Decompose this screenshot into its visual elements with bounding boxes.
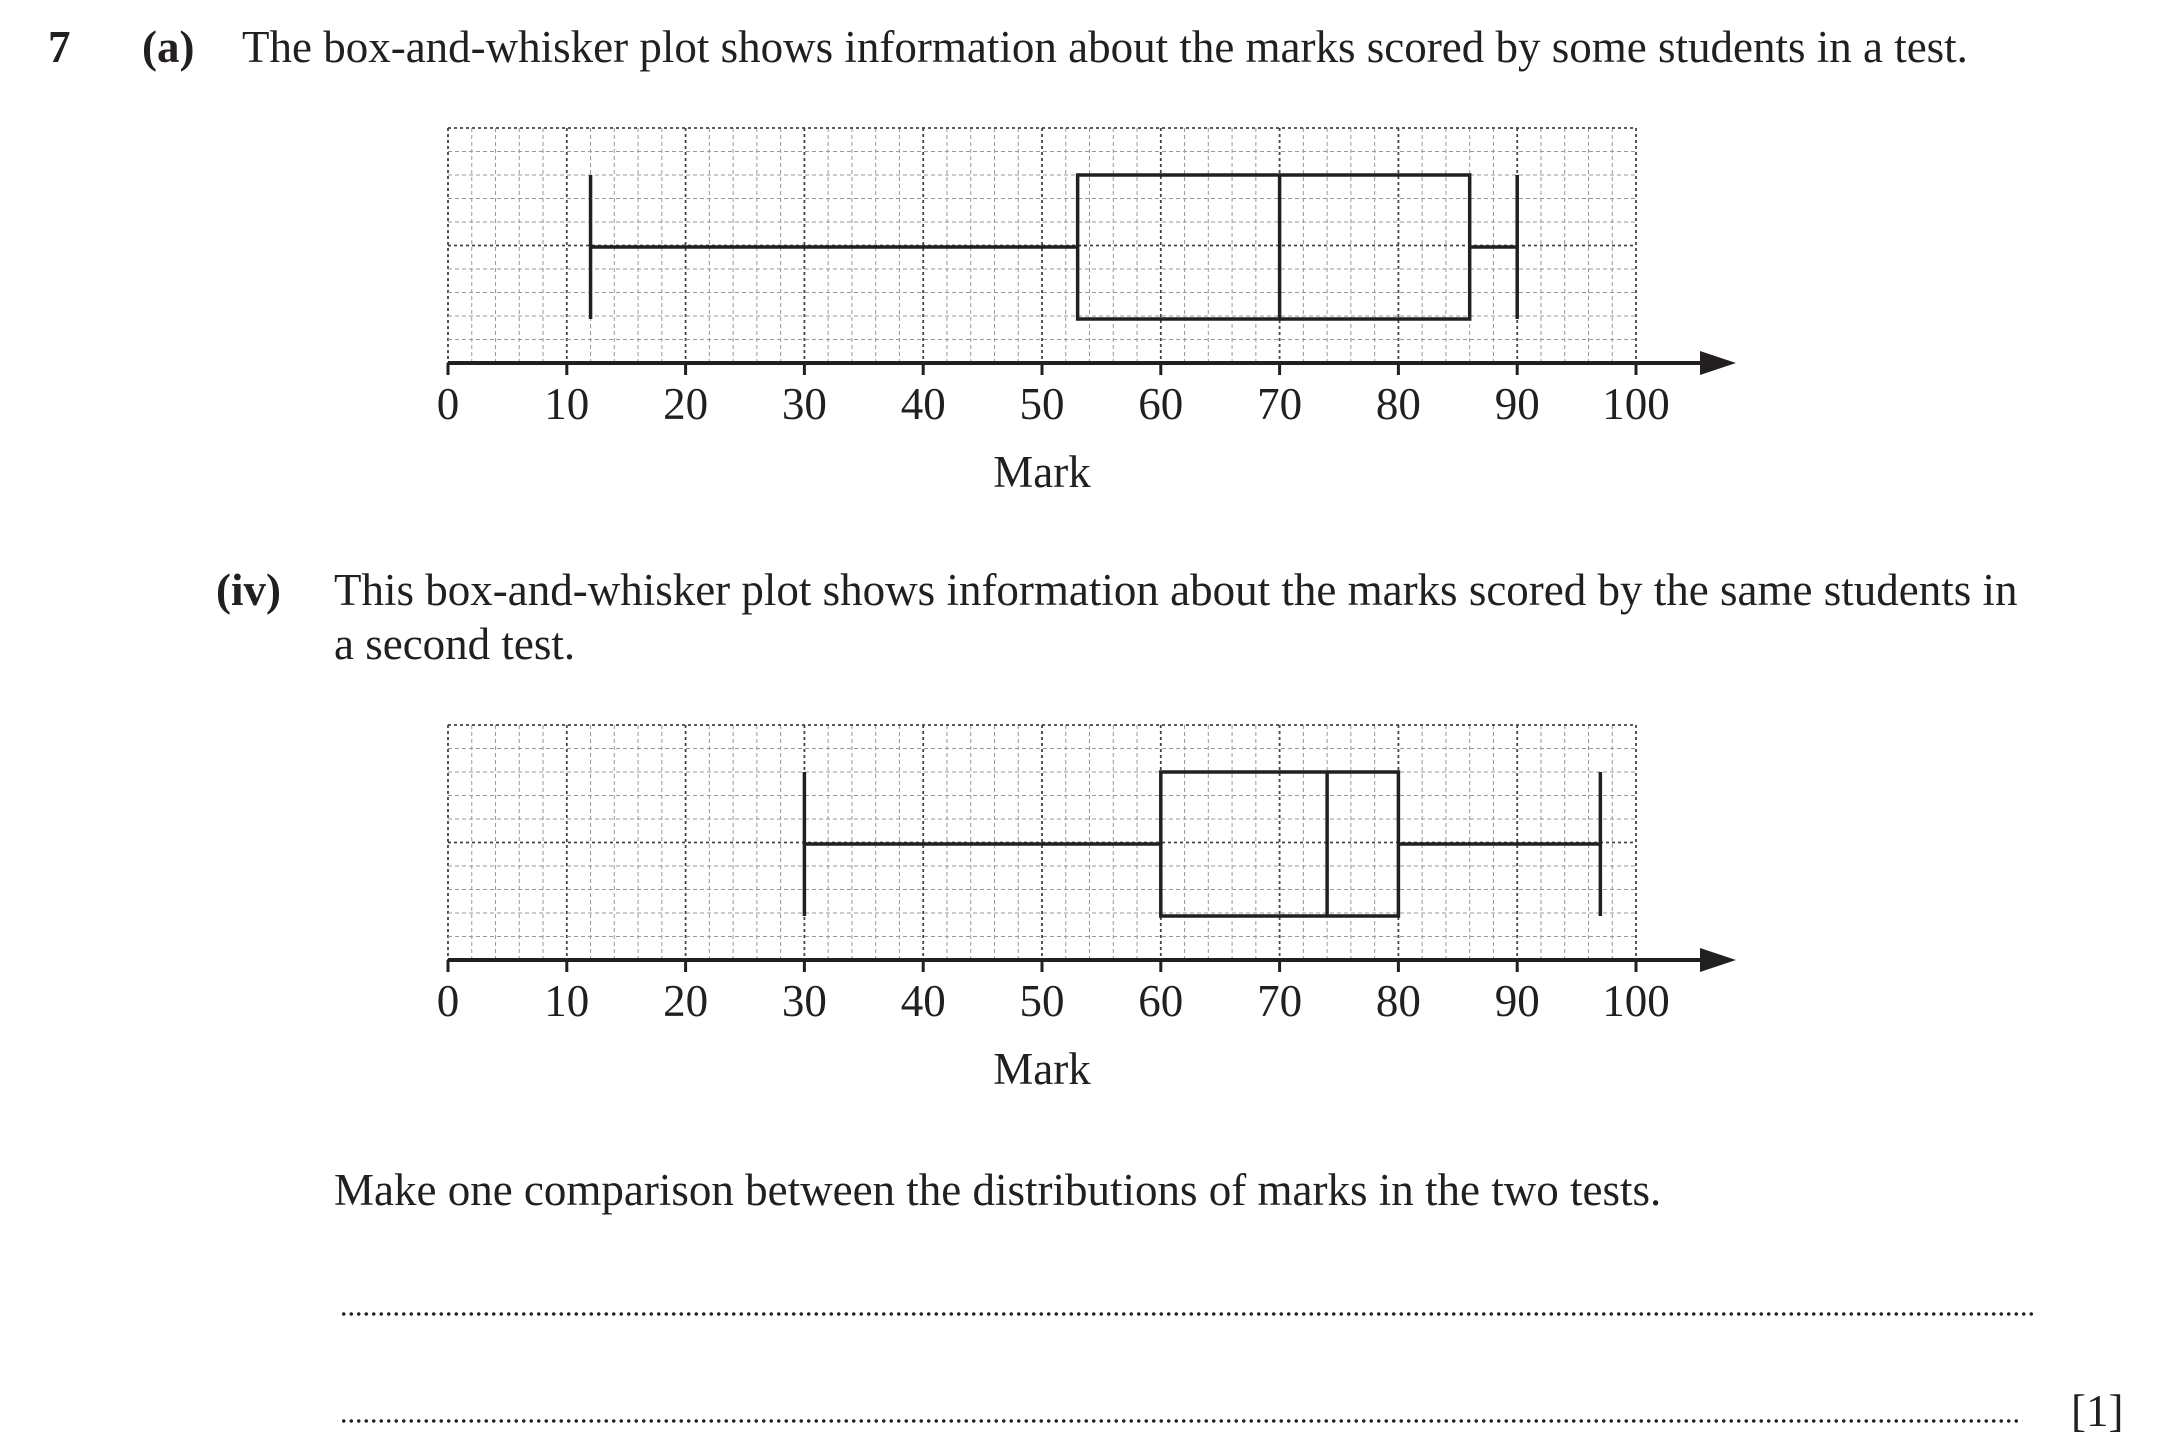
x-tick-label: 20	[663, 976, 709, 1026]
part-a-label: (a)	[142, 22, 195, 72]
x-tick-label: 50	[1019, 976, 1065, 1026]
x-tick-label: 20	[663, 379, 709, 429]
x-tick-label: 90	[1494, 976, 1540, 1026]
x-tick-label: 30	[781, 976, 827, 1026]
x-tick-label: 100	[1602, 379, 1670, 429]
x-tick-label: 0	[436, 976, 460, 1026]
x-tick-label: 10	[544, 976, 590, 1026]
x-axis-label: Mark	[993, 1044, 1091, 1094]
part-iv-text-line2: a second test.	[334, 619, 576, 669]
x-tick-label: 40	[900, 379, 946, 429]
x-tick-label: 100	[1602, 976, 1670, 1026]
comparison-prompt: Make one comparison between the distributions of marks in the two tests.	[334, 1165, 1662, 1215]
x-tick-label: 80	[1375, 379, 1421, 429]
part-iv-text-line1: This box-and-whisker plot shows information about the marks scored by the same students in	[334, 565, 2018, 615]
x-tick-label: 0	[436, 379, 460, 429]
x-axis-label: Mark	[993, 447, 1091, 497]
x-tick-label: 70	[1257, 976, 1303, 1026]
x-tick-label: 60	[1138, 976, 1184, 1026]
part-a-text: The box-and-whisker plot shows information about the marks scored by some students in a test.	[242, 22, 1968, 72]
marks-allocation: [1]	[2071, 1386, 2124, 1436]
x-tick-label: 30	[781, 379, 827, 429]
x-axis-arrow	[1700, 948, 1736, 972]
x-tick-label: 40	[900, 976, 946, 1026]
x-tick-label: 50	[1019, 379, 1065, 429]
question-number: 7	[48, 22, 71, 72]
x-tick-label: 80	[1375, 976, 1421, 1026]
x-tick-label: 90	[1494, 379, 1540, 429]
x-tick-label: 60	[1138, 379, 1184, 429]
x-tick-label: 10	[544, 379, 590, 429]
answer-line-2[interactable]	[340, 1418, 2020, 1424]
part-iv-label: (iv)	[216, 565, 281, 615]
answer-line-1[interactable]	[340, 1311, 2036, 1317]
x-tick-label: 70	[1257, 379, 1303, 429]
